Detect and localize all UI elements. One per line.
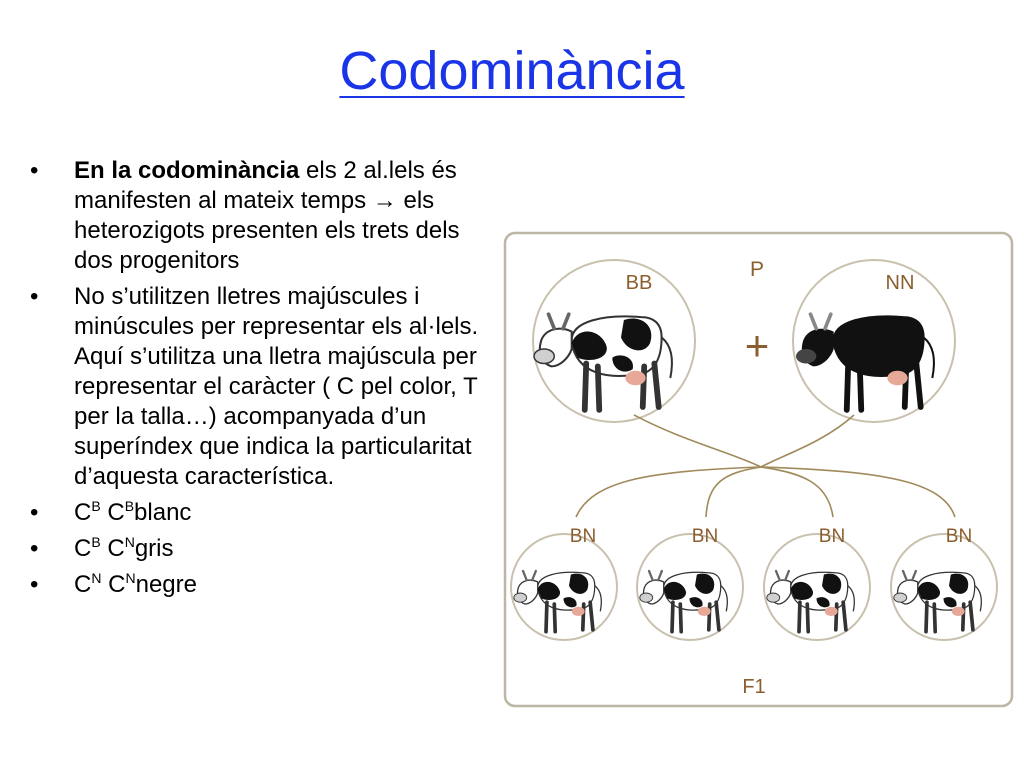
allele-superscript: N	[125, 570, 136, 586]
offspring-genotype-2: BN	[691, 526, 719, 547]
bullet-codominance-definition	[30, 156, 498, 276]
gene-letter: C	[107, 499, 125, 526]
gene-letter: C	[74, 499, 92, 526]
parent-circle-right	[793, 260, 955, 422]
bullet-genotype-grey	[30, 534, 498, 564]
offspring-generation-label: F1	[742, 676, 766, 698]
notation-text: No s’utilitzen lletres majúscules i minúscules per representar els al·lels. Aquí s’utilitza una lletra majúscula per representar el caràcter ( C pel color, T per la talla…) acompanyada d’un superíndex que indica la particularitat d’aquesta característica.	[74, 283, 479, 490]
offspring-genotype-1: BN	[569, 526, 597, 547]
gene-letter: C	[74, 571, 92, 598]
bullet-list	[30, 156, 498, 606]
allele-superscript: B	[124, 498, 135, 514]
gene-letter: C	[74, 535, 92, 562]
phenotype-label: negre	[135, 571, 197, 598]
parent-genotype-left: BB	[625, 272, 653, 294]
bullet-genotype-black	[30, 570, 498, 600]
offspring-genotype-3: BN	[818, 526, 846, 547]
gene-letter: C	[107, 535, 125, 562]
slide-title[interactable]: Codominància	[339, 41, 685, 101]
phenotype-label: blanc	[134, 499, 192, 526]
cross-symbol: +	[744, 322, 770, 369]
offspring-genotype-4: BN	[945, 526, 973, 547]
definition-rest: els heterozigots presenten els trets dels dos progenitors	[74, 187, 460, 274]
allele-superscript: B	[91, 534, 101, 550]
bold-term: En la codominància	[74, 157, 300, 184]
allele-superscript: N	[91, 570, 102, 586]
bullet-notation-explanation	[30, 282, 498, 492]
bullet-genotype-white	[30, 498, 498, 528]
definition-text: els 2 al.lels és manifesten al mateix temps	[74, 157, 457, 214]
parent-generation-label: P	[749, 258, 765, 281]
gene-letter: C	[108, 571, 126, 598]
allele-superscript: B	[91, 498, 101, 514]
parent-genotype-right: NN	[885, 272, 915, 294]
codominance-cross-diagram	[503, 231, 1014, 708]
parent-circle-left	[533, 260, 695, 422]
allele-superscript: N	[124, 534, 135, 550]
phenotype-label: gris	[134, 535, 174, 562]
arrow-icon: →	[372, 187, 397, 214]
